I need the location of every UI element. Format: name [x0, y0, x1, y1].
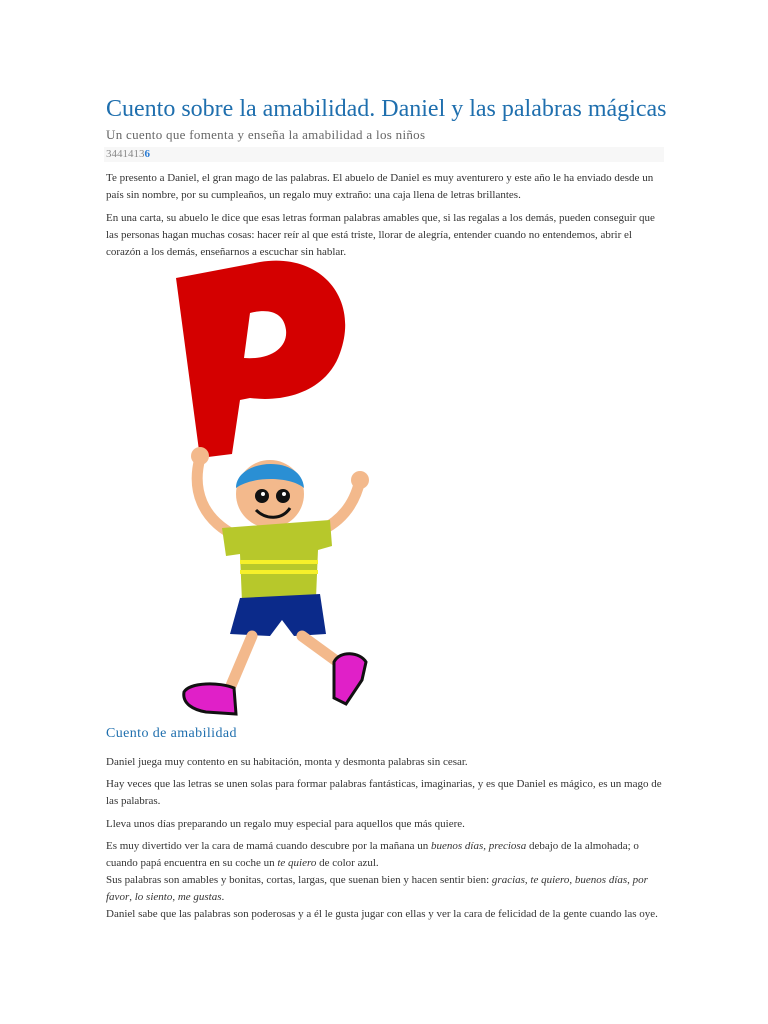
p5-text-a: Sus palabras son amables y bonitas, cortas, largas, que suenan bien y hacen sentir bien:: [106, 874, 492, 886]
page-subtitle: Un cuento que fomenta y enseña la amabilidad a los niños: [106, 127, 426, 142]
p4-text-e: de color azul.: [316, 857, 379, 869]
p4-italic-te-quiero: te quiero: [277, 857, 317, 869]
left-hand: [191, 447, 209, 465]
shirt-stripe-1: [240, 560, 318, 564]
page-title: Cuento sobre la amabilidad. Daniel y las palabras mágicas: [106, 96, 667, 122]
body-paragraph-1: Daniel juega muy contento en su habitación, monta y desmonta palabras sin cesar.: [106, 756, 468, 768]
stats-bar: [104, 147, 664, 162]
letter-p-shape: [176, 261, 345, 458]
left-eye: [255, 489, 269, 503]
left-arm: [197, 458, 240, 538]
right-hand: [351, 471, 369, 489]
intro-paragraph-1: Te presento a Daniel, el gran mago de las palabras. El abuelo de Daniel es muy aventurero y este año le ha enviado desde un país sin nombre, por su cumpleaños, un regalo muy extraño: una caja llena de letras brillantes.: [106, 172, 654, 201]
p5-sep-4: ,: [129, 891, 135, 903]
p5-italic-por-favor: por favor: [106, 874, 648, 903]
body-paragraph-4: [106, 838, 662, 923]
section-heading: Cuento de amabilidad: [106, 726, 237, 741]
p4-italic-buenos-dias: buenos días, preciosa: [430, 840, 527, 852]
p6-text: Daniel sabe que las palabras son poderosas y a él le gusta jugar con ellas y ver la cara de felicidad de la gente cuando las oye.: [106, 908, 658, 920]
p5-end: .: [221, 891, 225, 903]
p5-sep-3: ,: [627, 874, 633, 886]
shirt-stripe-2: [240, 570, 318, 574]
body-paragraph-3: Lleva unos días preparando un regalo muy especial para aquellos que más quiere.: [106, 818, 465, 830]
shorts: [230, 594, 326, 636]
p5-italic-gracias: gracias: [491, 874, 525, 886]
view-count-highlight: 6: [144, 148, 150, 160]
p5-italic-buenos-dias: buenos días: [574, 874, 628, 886]
right-shoe: [334, 654, 366, 704]
left-leg: [230, 636, 252, 688]
daniel-letter-p-illustration: [170, 258, 400, 728]
p5-sep-2: ,: [569, 874, 575, 886]
p5-sep-1: ,: [524, 874, 531, 886]
p5-sep-5: ,: [172, 891, 178, 903]
right-eye: [276, 489, 290, 503]
left-shoe: [184, 684, 236, 714]
view-count: 3441413: [106, 148, 145, 160]
p4-text-a: Es muy divertido ver la cara de mamá cuando descubre por la mañana un: [106, 840, 431, 852]
p5-italic-te-quiero: te quiero: [530, 874, 570, 886]
p5-italic-me-gustas: me gustas: [177, 891, 222, 903]
body-paragraph-2: Hay veces que las letras se unen solas para formar palabras fantásticas, imaginarias, y es que Daniel es mágico, es un mago de las palabras.: [106, 778, 662, 807]
p4-text-c: debajo de la almohada; o cuando papá encuentra en su coche un: [106, 840, 639, 869]
p5-italic-lo-siento: lo siento: [134, 891, 173, 903]
intro-paragraph-2: En una carta, su abuelo le dice que esas letras forman palabras amables que, si las regalas a los demás, pueden conseguir que las personas hagan muchas cosas: hacer reír al que está triste, llorar de alegría, entender cuando no entendemos, abrir el corazón a los demás, enseñarnos a escuchar sin hablar.: [106, 212, 655, 258]
